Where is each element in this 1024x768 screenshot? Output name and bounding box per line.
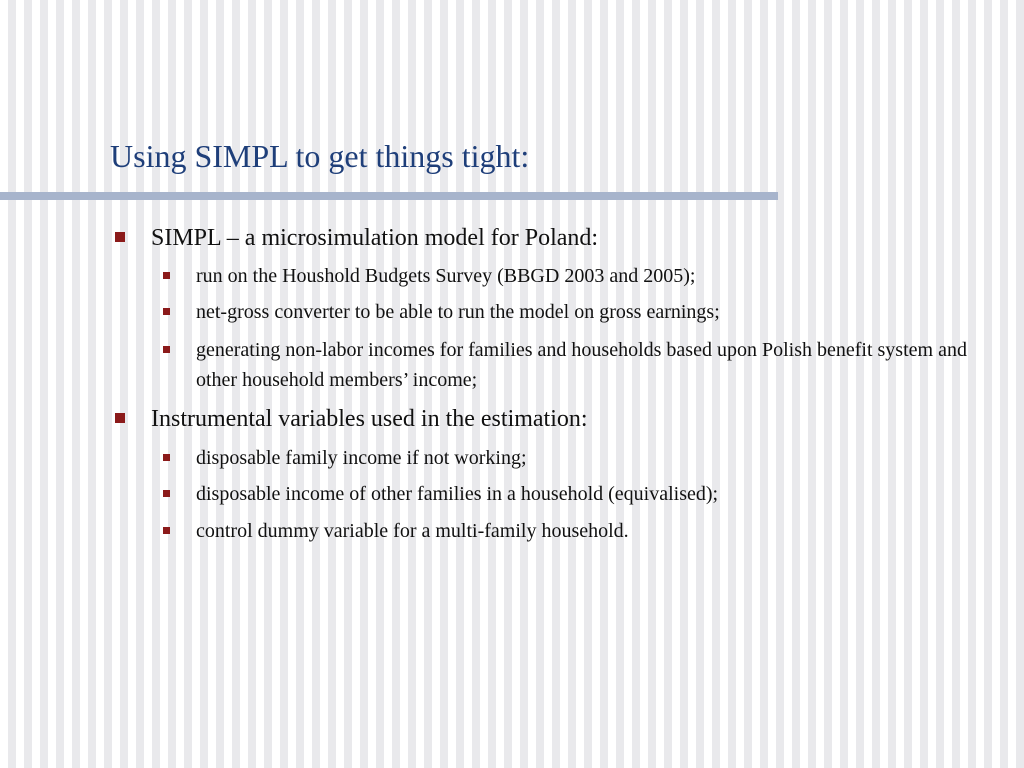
sub-bullet-item (163, 335, 993, 395)
bullet-text: Instrumental variables used in the estimation: (151, 406, 588, 432)
sub-bullet-text: net-gross converter to be able to run the model on gross earnings; (196, 301, 720, 323)
sub-bullet-item (163, 297, 993, 327)
sub-bullet-text: generating non-labor incomes for families and households based upon Polish benefit system and other household members’ income; (196, 339, 967, 391)
square-bullet-icon (163, 272, 170, 279)
square-bullet-icon (163, 454, 170, 461)
sub-bullet-item (163, 479, 993, 509)
sub-bullet-item (163, 443, 993, 473)
bullet-text: SIMPL – a microsimulation model for Poland: (151, 225, 599, 251)
sub-bullet-text: run on the Houshold Budgets Survey (BBGD 2003 and 2005); (196, 265, 696, 287)
slide-title: Using SIMPL to get things tight: (110, 138, 530, 174)
square-bullet-icon (163, 527, 170, 534)
sub-bullet-item (163, 261, 993, 291)
sub-bullet-text: control dummy variable for a multi-family household. (196, 520, 629, 542)
square-bullet-icon (115, 413, 125, 423)
square-bullet-icon (163, 308, 170, 315)
square-bullet-icon (163, 490, 170, 497)
sub-bullet-text: disposable income of other families in a household (equivalised); (196, 483, 719, 505)
square-bullet-icon (163, 346, 170, 353)
sub-bullet-item (163, 516, 993, 546)
sub-bullet-text: disposable family income if not working; (196, 447, 527, 469)
square-bullet-icon (115, 232, 125, 242)
